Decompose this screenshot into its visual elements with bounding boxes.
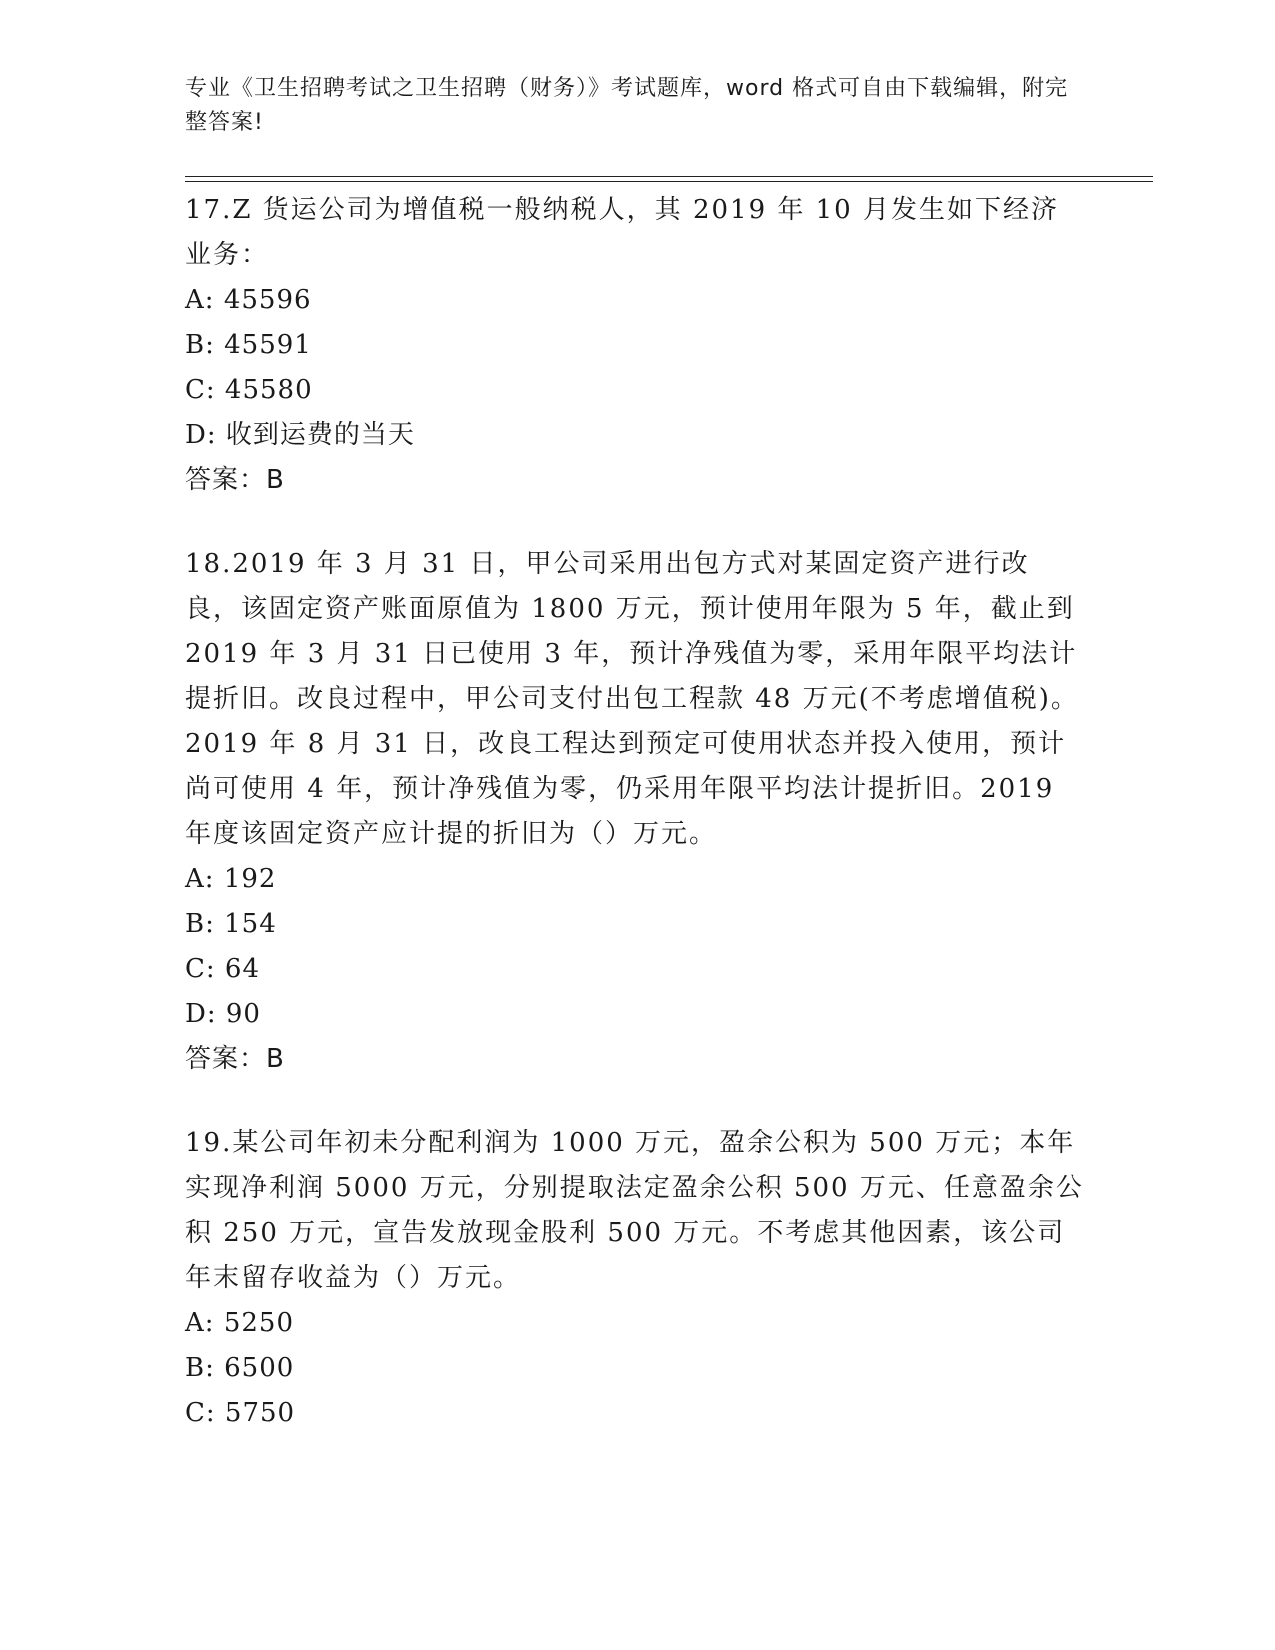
question-stem: 17.Z 货运公司为增值税一般纳税人，其 2019 年 10 月发生如下经济业务：: [185, 195, 1059, 270]
option-letter: A:: [185, 1308, 215, 1338]
question-list: [185, 188, 1085, 1476]
question-stem: 18.2019 年 3 月 31 日，甲公司采用出包方式对某固定资产进行改良，该固定资产账面原值为 1800 万元，预计使用年限为 5 年，截止到 2019 年 3 月 31 日已使用 3 年，预计净残值为零，采用年限平均法计提折旧。改良过程中，甲公司支付出包工程款 48 万元(不考虑增值税)。2019 年 8 月 31 日，改良工程达到预定可使用状态并投入使用，预计尚可使用 4 年，预计净残值为零，仍采用年限平均法计提折旧。2019 年度该固定资产应计提的折旧为（）万元。: [185, 549, 1079, 849]
option-letter: C:: [185, 1398, 216, 1428]
option-b: [185, 1346, 1085, 1391]
option-b: [185, 323, 1085, 368]
option-letter: D:: [185, 999, 217, 1029]
option-b: [185, 902, 1085, 947]
option-letter: B:: [185, 1353, 215, 1383]
option-letter: B:: [185, 330, 215, 360]
header-intro-text: 专业《卫生招聘考试之卫生招聘（财务）》考试题库，word 格式可自由下载编辑，附完整答案!: [185, 76, 1069, 135]
option-a: [185, 278, 1085, 323]
option-letter: A:: [185, 864, 215, 894]
option-letter: C:: [185, 375, 216, 405]
option-letter: C:: [185, 954, 216, 984]
question-18: [185, 542, 1085, 1081]
option-text: 45580: [224, 375, 313, 405]
answer-label: 答案：B: [185, 1044, 285, 1074]
option-d: [185, 992, 1085, 1037]
option-text: 192: [223, 864, 277, 894]
option-c: [185, 1391, 1085, 1436]
option-text: 6500: [224, 1353, 295, 1383]
option-c: [185, 368, 1085, 413]
option-letter: B:: [185, 909, 215, 939]
option-letter: A:: [185, 285, 215, 315]
option-letter: D:: [185, 420, 217, 450]
answer-label: 答案：B: [185, 465, 285, 495]
question-stem: 19.某公司年初未分配利润为 1000 万元，盈余公积为 500 万元；本年实现净利润 5000 万元，分别提取法定盈余公积 500 万元、任意盈余公积 250 万元，宣告发放现金股利 500 万元。不考虑其他因素，该公司年末留存收益为（）万元。: [185, 1128, 1084, 1293]
question-19: [185, 1121, 1085, 1436]
option-text: 64: [224, 954, 261, 984]
option-c: [185, 947, 1085, 992]
header-divider-top: [185, 176, 1153, 177]
option-d: [185, 413, 1085, 458]
document-header: [185, 72, 1075, 140]
option-text: 154: [224, 909, 277, 939]
option-text: 5250: [223, 1308, 294, 1338]
option-text: 5750: [224, 1398, 296, 1428]
header-divider-bottom: [185, 181, 1153, 182]
option-text: 收到运费的当天: [225, 420, 415, 450]
option-a: [185, 857, 1085, 902]
question-17: [185, 188, 1085, 502]
option-a: [185, 1301, 1085, 1346]
option-text: 90: [225, 999, 261, 1029]
option-text: 45591: [224, 330, 312, 360]
option-text: 45596: [223, 285, 312, 315]
